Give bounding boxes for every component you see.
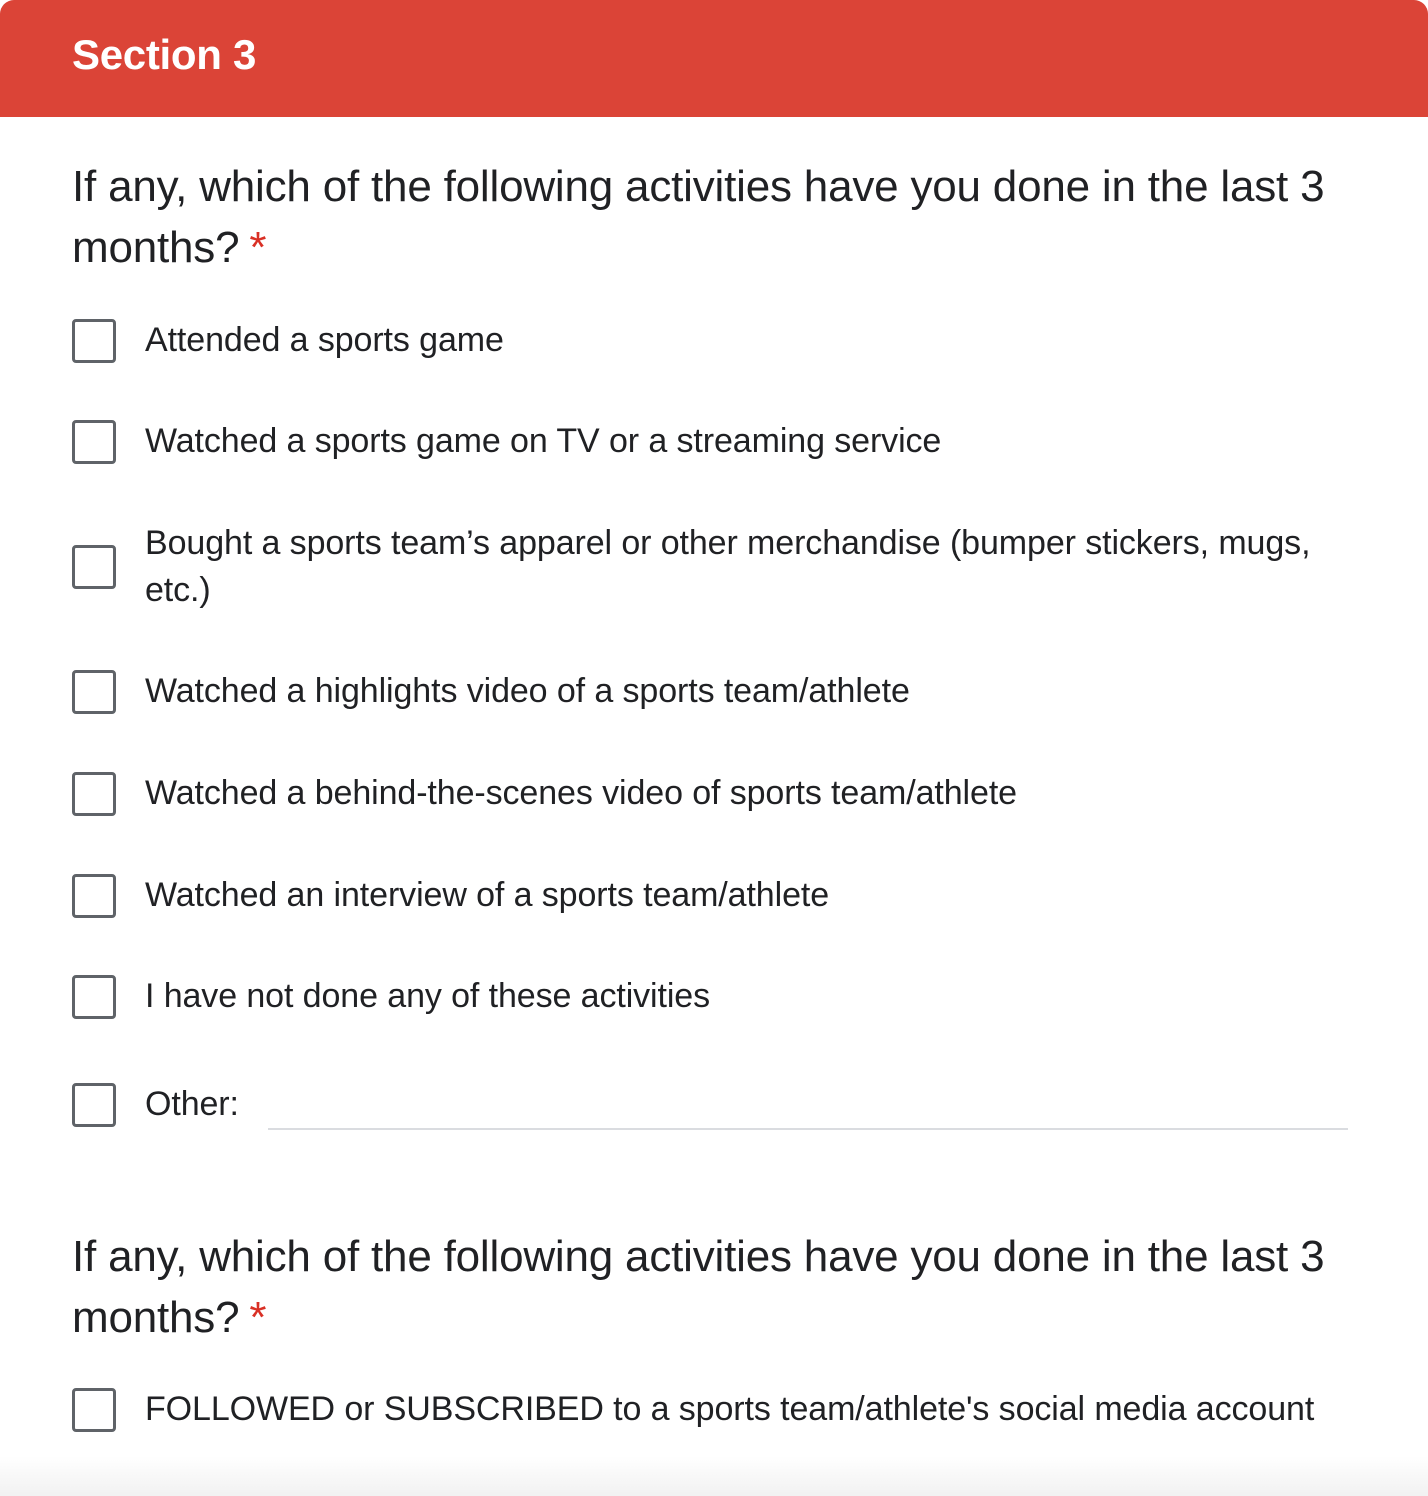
option-label: Bought a sports team’s apparel or other merchandise (bumper stickers, mugs, etc.) xyxy=(145,524,1311,609)
required-asterisk: * xyxy=(249,223,267,272)
option-label: Attended a sports game xyxy=(145,321,504,359)
other-label: Other: xyxy=(145,1085,239,1123)
option-none[interactable] xyxy=(72,973,1344,1020)
question-1-title xyxy=(72,156,1362,278)
question-1-text: If any, which of the following activities have you done in the last 3 months? xyxy=(72,162,1325,272)
option-label: Watched a highlights video of a sports team/athlete xyxy=(145,672,910,710)
checkbox[interactable] xyxy=(72,1388,116,1432)
option-attended-game[interactable] xyxy=(72,317,1344,364)
option-label: Watched a behind-the-scenes video of sports team/athlete xyxy=(145,774,1017,812)
option-watched-game-tv[interactable] xyxy=(72,418,1344,465)
option-label: I have not done any of these activities xyxy=(145,977,711,1015)
scroll-fade xyxy=(0,1456,1428,1496)
checkbox[interactable] xyxy=(72,975,116,1019)
checkbox[interactable] xyxy=(72,545,116,589)
required-asterisk: * xyxy=(249,1293,267,1342)
section-title: Section 3 xyxy=(72,30,257,78)
checkbox[interactable] xyxy=(72,772,116,816)
option-watched-highlights[interactable] xyxy=(72,668,1344,715)
option-label: Watched an interview of a sports team/athlete xyxy=(145,876,830,914)
checkbox[interactable] xyxy=(72,420,116,464)
option-watched-interview[interactable] xyxy=(72,872,1344,919)
question-2-text: If any, which of the following activities have you done in the last 3 months? xyxy=(72,1232,1325,1342)
checkbox[interactable] xyxy=(72,874,116,918)
option-label: Watched a sports game on TV or a streaming service xyxy=(145,422,942,460)
question-2-title xyxy=(72,1226,1362,1348)
option-label: FOLLOWED or SUBSCRIBED to a sports team/athlete's social media account xyxy=(145,1390,1315,1428)
option-watched-behind-scenes[interactable] xyxy=(72,770,1344,817)
checkbox[interactable] xyxy=(72,670,116,714)
section-header xyxy=(0,0,1428,117)
other-text-input[interactable] xyxy=(268,1086,1348,1130)
option-bought-merchandise[interactable] xyxy=(72,520,1344,614)
option-followed-social[interactable] xyxy=(72,1386,1344,1433)
checkbox[interactable] xyxy=(72,1083,116,1127)
checkbox[interactable] xyxy=(72,319,116,363)
